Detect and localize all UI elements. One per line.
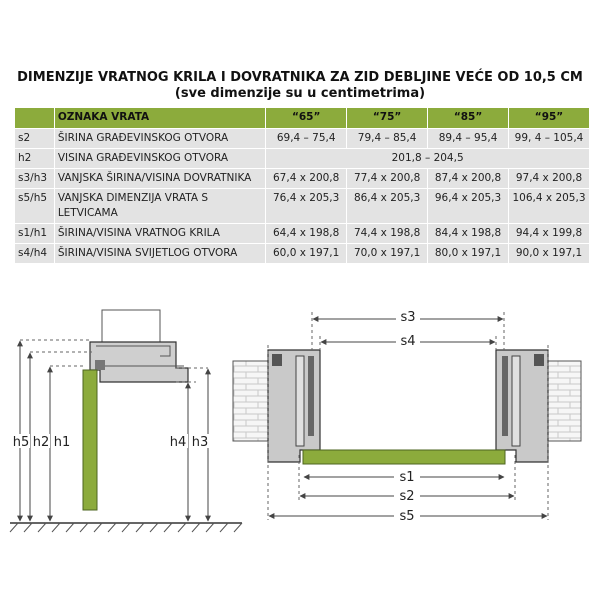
frame-left-clip [272, 354, 282, 366]
frame-left-seal [308, 356, 314, 436]
row-value: 96,4 x 205,3 [428, 189, 509, 224]
title-line-2: (sve dimenzije su u centimetrima) [174, 86, 426, 101]
door-frame-drawing [0, 300, 600, 600]
row-code: s3/h3 [15, 169, 55, 189]
label-s5: s5 [399, 509, 415, 524]
row-value: 64,4 x 198,8 [266, 224, 347, 244]
table-row [15, 129, 590, 149]
label-h3: h3 [191, 435, 209, 450]
label-h2: h2 [32, 435, 50, 450]
row-label: ŠIRINA GRAĐEVINSKOG OTVORA [54, 129, 265, 149]
label-s3: s3 [400, 310, 416, 325]
row-value: 80,0 x 197,1 [428, 244, 509, 264]
row-value: 87,4 x 200,8 [428, 169, 509, 189]
row-code: s4/h4 [15, 244, 55, 264]
diagram-title [0, 70, 600, 102]
row-value: 84,4 x 198,8 [428, 224, 509, 244]
row-value: 60,0 x 197,1 [266, 244, 347, 264]
label-h4: h4 [169, 435, 187, 450]
header-code-cell [15, 108, 55, 129]
label-s1: s1 [399, 470, 415, 485]
row-code: s5/h5 [15, 189, 55, 224]
table-row [15, 189, 590, 224]
title-line-1: DIMENZIJE VRATNOG KRILA I DOVRATNIKA ZA ZID DEBLJINE VEĆE OD 10,5 CM [17, 70, 583, 85]
row-value: 77,4 x 200,8 [347, 169, 428, 189]
header-col-95: “95” [509, 108, 590, 129]
frame-seal [95, 360, 105, 370]
frame-right-inner [512, 356, 520, 446]
header-col-85: “85” [428, 108, 509, 129]
header-col-65: “65” [266, 108, 347, 129]
row-value: 90,0 x 197,1 [509, 244, 590, 264]
label-s4: s4 [400, 334, 416, 349]
row-value: 67,4 x 200,8 [266, 169, 347, 189]
row-label: VANJSKA ŠIRINA/VISINA DOVRATNIKA [54, 169, 265, 189]
row-value: 94,4 x 199,8 [509, 224, 590, 244]
dimensions-table [14, 107, 590, 264]
row-label: VANJSKA DIMENZIJA VRATA S LETVICAMA [54, 189, 265, 224]
label-h5: h5 [12, 435, 30, 450]
frame-right-clip [534, 354, 544, 366]
header-label-cell: OZNAKA VRATA [54, 108, 265, 129]
row-value: 70,0 x 197,1 [347, 244, 428, 264]
row-value: 79,4 – 85,4 [347, 129, 428, 149]
row-code: s1/h1 [15, 224, 55, 244]
row-code: h2 [15, 149, 55, 169]
side-section-view [10, 310, 242, 532]
table-row [15, 169, 590, 189]
row-value: 69,4 – 75,4 [266, 129, 347, 149]
frame-left-inner [296, 356, 304, 446]
table-row [15, 224, 590, 244]
row-value: 74,4 x 198,8 [347, 224, 428, 244]
door-leaf-plan [303, 450, 505, 464]
door-leaf-side [83, 370, 97, 510]
row-label: ŠIRINA/VISINA SVIJETLOG OTVORA [54, 244, 265, 264]
row-merged-value: 201,8 – 204,5 [266, 149, 590, 169]
row-code: s2 [15, 129, 55, 149]
floor-hatch [10, 523, 242, 532]
table-header-row [15, 108, 590, 129]
label-h1: h1 [53, 435, 71, 450]
plan-view [233, 309, 581, 524]
header-col-75: “75” [347, 108, 428, 129]
row-value: 97,4 x 200,8 [509, 169, 590, 189]
label-s2: s2 [399, 489, 415, 504]
row-value: 86,4 x 205,3 [347, 189, 428, 224]
row-value: 106,4 x 205,3 [509, 189, 590, 224]
row-value: 99, 4 – 105,4 [509, 129, 590, 149]
row-label: ŠIRINA/VISINA VRATNOG KRILA [54, 224, 265, 244]
frame-right-seal [502, 356, 508, 436]
row-value: 89,4 – 95,4 [428, 129, 509, 149]
row-label: VISINA GRAĐEVINSKOG OTVORA [54, 149, 265, 169]
table-row [15, 149, 590, 169]
row-value: 76,4 x 205,3 [266, 189, 347, 224]
table-row [15, 244, 590, 264]
